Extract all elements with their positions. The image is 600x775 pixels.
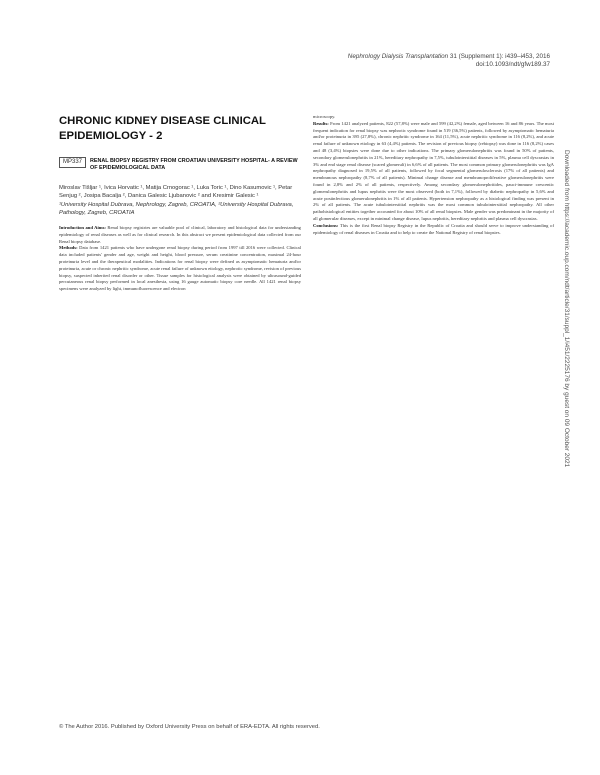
section-title: CHRONIC KIDNEY DISEASE CLINICAL EPIDEMIOLOGY - 2 — [59, 115, 266, 142]
intro-label: Introduction and Aims: — [59, 225, 106, 230]
abstract-title: RENAL BIOPSY REGISTRY FROM CROATIAN UNIVERSITY HOSPITAL- A REVIEW OF EPIDEMIOLOGICAL DATA — [90, 158, 298, 172]
results-label: Results: — [313, 120, 329, 126]
results-paragraph — [313, 121, 554, 223]
volume-pages: 31 (Supplement 1): i439–i453, 2016 — [448, 53, 550, 60]
affiliations: ¹University Hospital Dubrava, Nephrology, Zagreb, CROATIA, ²University Hospital Dubrava, Pathology, Zagreb, CROATIA — [59, 202, 294, 217]
intro-text: Renal biopsy registries are valuable pool of clinical, laboratory and histological data for understanding epidemiology of renal diseases as well as for clinical research. In this abstract we present epidemiological data collected from our Renal biopsy database. — [59, 225, 301, 244]
copyright-footer: © The Author 2016. Published by Oxford University Press on behalf of ERA-EDTA. All rights reserved. — [59, 724, 320, 730]
intro-paragraph — [59, 225, 301, 245]
conclusions-paragraph — [313, 223, 554, 237]
results-text: From 1421 analyzed patients, 822 (57,8%) were male and 599 (42,2%) female, aged between 16 and 86 years. The most frequent indication for renal biopsy was nephrotic syndrome found in 519 (36,5%) patients, followed by asymptomatic hematuria and/or proteinuria in 395 (27,8%), chronic nephritic syndrome in 164 (11,5%), acute nephritic syndrome in 116 (8,2%), and acute renal failure of unknown etiology in 63 (4,4%) patients. The revision of previous biopsy (rebiopsy) was done in 116 (8,2%) cases and 48 (3,4%) biopsies were done due to other indications. The primary glomerulonephritis was found in 50% of patients, secondary glomerulonephritis in 21%, hereditary nephropathy in 7,5%, tubulointerstitial diseases in 5%, plasma cell dyscrasias in 3% and end stage renal disease (scared glomeruli) in 6,6% of all patients. The most common primary glomerulonephritis was IgA nephropathy diagnosed in 19,5% of all patients, followed by focal segmental glomerulosclerosis (17% of all patients) and membranous nephropathy (8,7% of all patients). Minimal change disease and membranoproliferative glomerulonephritis were found in 2,8% and 2% of all patients, respectively. Among secondary glomerulonephritides, pauci-immune crescentic glomerulonephritis and lupus nephritis were the most observed (both in 7,1%), followed by diabetic nephropathy in 5,6% and acute postinfectious glomerulonephritis in 1% of all patients. Hypertension nephropathy as a histological finding was present in 2% of all patients. The acute tubulointerstitial nephritis was the most common tubulointerstitial nephropathy. All other pathohistological entities together accounted for about 10% of all renal biopsies. Male gender was predominant in the majority of all glomerular diseases, except in minimal change disease, lupus nephritis, hereditary nephritis and plasma cell dyscrasias. — [313, 120, 554, 221]
conclusions-text: This is the first Renal biopsy Registry in the Republic of Croatia and should serve to improve understanding of epidemiology of renal diseases in Croatia and to help to create the National Registry of renal biopsies. — [313, 222, 554, 235]
author-list: Miroslav Tišljar ¹, Ivica Horvatic ¹, Matija Crnogorac ¹, Luka Toric ¹, Dino Kasumovic ¹, Petar Senjug ², Josipa Bacalja ², Danica Galesic Ljubanovic ² and Kresimir Galesic ¹ — [59, 185, 293, 200]
methods-paragraph — [59, 245, 301, 293]
methods-continued: microscopy. — [313, 114, 336, 119]
download-notice — [565, 150, 575, 605]
methods-label: Methods: — [59, 245, 78, 251]
journal-header — [348, 53, 550, 70]
left-column — [59, 225, 301, 293]
journal-name: Nephrology Dialysis Transplantation — [347, 53, 449, 60]
methods-text: Data from 1421 patients who have undergone renal biopsy during period from 1997 till 2016 were collected. Clinical data included patients' gender and age, weight and height, blood pressure, serum creatinine concentration, maximal 24-hour proteinuria level and the therapeutical modalities. Indications for renal biopsy were defined as asymptomatic hematuria and/or proteinuria, acute or chronic nephritic syndrome, acute renal failure of unknown etiology, nephrotic syndrome, revision of previous biopsy, suspected inherited renal disorder or other. Tissue samples for histological analysis were obtained by ultrasound-guided percutaneous renal biopsy performed in local anesthesia, using 16 gauge automatic biopsy core needle. All 1421 renal biopsy specimens were analyzed by light, immunofluorescence and electron — [59, 245, 301, 292]
right-column — [313, 114, 554, 236]
abstract-id-badge: MP337 — [59, 157, 86, 168]
doi: doi:10.1093/ndt/gfw189.37 — [475, 61, 550, 69]
conclusions-label: Conclusions: — [313, 222, 339, 228]
download-notice-text: Downloaded from https://academic.oup.com/ndt/article/31/suppl_1/i451/2225176 by guest on 09 October 2021 — [563, 150, 570, 468]
